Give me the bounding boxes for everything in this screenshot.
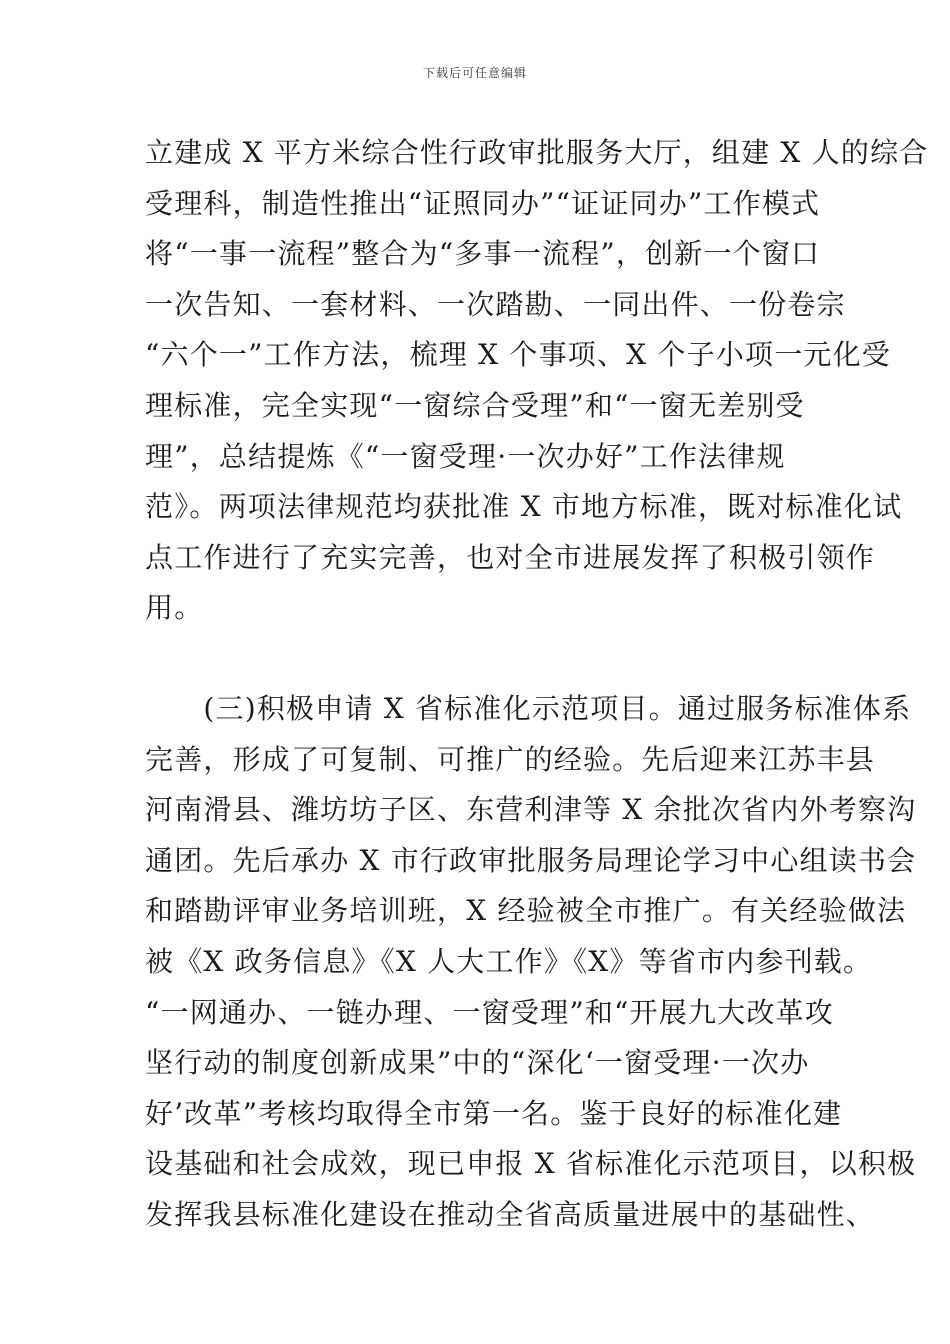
text-line: 用。 (145, 591, 204, 625)
text-line: 范》。两项法律规范均获批准 X 市地方标准，既对标准化试 (145, 490, 903, 524)
paragraph-2 (145, 684, 917, 1241)
text-line: 理标准，完全实现“一窗综合受理”和“一窗无差别受 (145, 388, 805, 422)
text-line: 将“一事一流程”整合为“多事一流程”，创新一个窗口 (145, 237, 821, 271)
text-line: 通团。先后承办 X 市行政审批服务局理论学习中心组读书会 (145, 843, 917, 877)
text-line: 和踏勘评审业务培训班，X 经验被全市推广。有关经验做法 (145, 894, 907, 928)
text-line: 受理科，制造性推出“证照同办”“证证同办”工作模式 (145, 186, 821, 220)
text-line: 理”，总结提炼《“一窗受理·一次办好”工作法律规 (145, 439, 786, 473)
text-line: (三)积极申请 X 省标准化示范项目。通过服务标准体系 (145, 691, 912, 725)
text-line: 完善，形成了可复制、可推广的经验。先后迎来江苏丰县 (145, 742, 876, 776)
text-line: 发挥我县标准化建设在推动全省高质量进展中的基础性、 (145, 1197, 876, 1231)
paragraph-gap (145, 634, 810, 684)
text-line: 坚行动的制度创新成果”中的“深化‘一窗受理·一次办 (145, 1046, 810, 1080)
text-line: 好’改革”考核均取得全市第一名。鉴于良好的标准化建 (145, 1096, 843, 1130)
document-body (145, 128, 929, 1240)
paragraph-1 (145, 128, 929, 634)
page-header: 下载后可任意编辑 (422, 66, 527, 80)
text-line: 河南滑县、潍坊坊子区、东营利津等 X 余批次省内外考察沟 (145, 793, 917, 827)
text-line: “六个一”工作方法，梳理 X 个事项、X 个子小项一元化受 (145, 338, 891, 372)
text-line: 立建成 X 平方米综合性行政审批服务大厅，组建 X 人的综合 (145, 136, 929, 169)
text-line: 设基础和社会成效，现已申报 X 省标准化示范项目，以积极 (145, 1147, 917, 1181)
text-line: 点工作进行了充实完善，也对全市进展发挥了积极引领作 (145, 540, 876, 574)
text-line: 一次告知、一套材料、一次踏勘、一同出件、一份卷宗 (145, 287, 846, 321)
text-line: “一网通办、一链办理、一窗受理”和“开展九大改革攻 (145, 995, 834, 1029)
text-line: 被《X 政务信息》《X 人大工作》《X》等省市内参刊载。 (145, 944, 873, 978)
